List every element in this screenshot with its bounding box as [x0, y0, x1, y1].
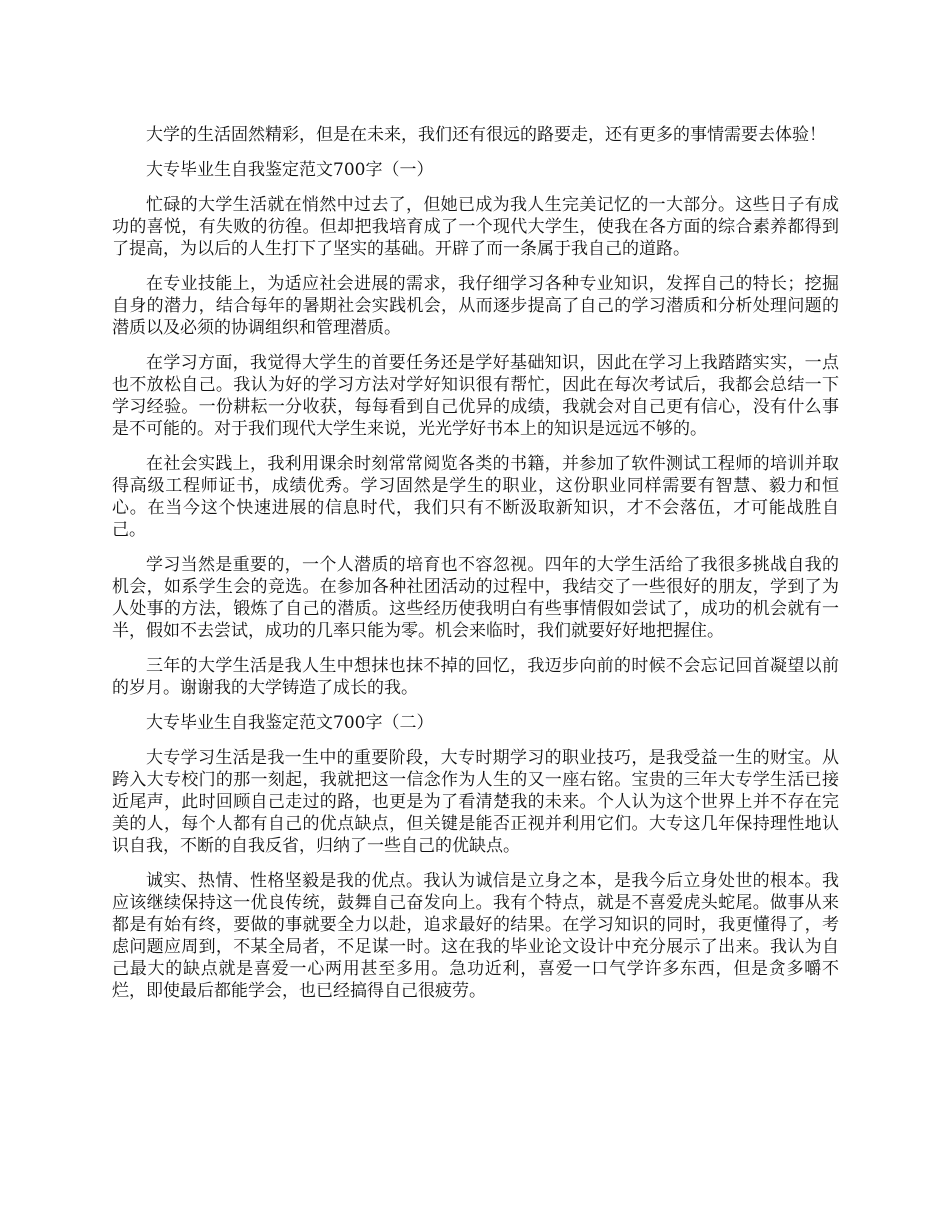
section-heading-two: 大专毕业生自我鉴定范文700字（二） — [146, 713, 434, 733]
paragraph: 大专学习生活是我一生中的重要阶段，大专时期学习的职业技巧，是我受益一生的财宝。从跨入大专校门的那一刻起，我就把这一信念作为人生的又一座右铭。宝贵的三年大专学生活已接近尾声，此时回顾自己走过的路，也更是为了看清楚我的未来。个人认为这个世界上并不存在完美的人，每个人都有自己的优点缺点，但关键是能否正视并利用它们。大专这几年保持理性地认识自我，不断的自我反省，归纳了一些自己的优缺点。 — [112, 748, 839, 856]
paragraph-intro: 大学的生活固然精彩，但是在未来，我们还有很远的路要走，还有更多的事情需要去体验！ — [146, 125, 826, 145]
paragraph: 在社会实践上，我利用课余时刻常常阅览各类的书籍，并参加了软件测试工程师的培训并取得高级工程师证书，成绩优秀。学习固然是学生的职业，这份职业同样需要有智慧、毅力和恒心。在当今这个快速进展的信息时代，我们只有不断汲取新知识，才不会落伍，才可能战胜自己。 — [112, 454, 839, 540]
paragraph: 在专业技能上，为适应社会进展的需求，我仔细学习各种专业知识，发挥自己的特长；挖掘自身的潜力，结合每年的暑期社会实践机会，从而逐步提高了自己的学习潜质和分析处理问题的潜质以及必须的协调组织和管理潜质。 — [112, 274, 839, 338]
paragraph: 忙碌的大学生活就在悄然中过去了，但她已成为我人生完美记忆的一大部分。这些日子有成功的喜悦，有失败的彷徨。但却把我培育成了一个现代大学生，使我在各方面的综合素养都得到了提高，为以后的人生打下了坚实的基础。开辟了而一条属于我自己的道路。 — [112, 195, 839, 259]
paragraph: 三年的大学生活是我人生中想抹也抹不掉的回忆，我迈步向前的时候不会忘记回首凝望以前的岁月。谢谢我的大学铸造了成长的我。 — [112, 656, 839, 698]
paragraph: 诚实、热情、性格坚毅是我的优点。我认为诚信是立身之本，是我今后立身处世的根本。我应该继续保持这一优良传统，鼓舞自己奋发向上。我有个特点，就是不喜爱虎头蛇尾。做事从来都是有始有终，要做的事就要全力以赴，追求最好的结果。在学习知识的同时，我更懂得了，考虑问题应周到，不某全局者，不足谋一时。这在我的毕业论文设计中充分展示了出来。我认为自己最大的缺点就是喜爱一心两用甚至多用。急功近利，喜爱一口气学许多东西，但是贪多嚼不烂，即使最后都能学会，也已经搞得自己很疲劳。 — [112, 871, 839, 1001]
paragraph: 学习当然是重要的，一个人潜质的培育也不容忽视。四年的大学生活给了我很多挑战自我的机会，如系学生会的竞选。在参加各种社团活动的过程中，我结交了一些很好的朋友，学到了为人处事的方法，锻炼了自己的潜质。这些经历使我明白有些事情假如尝试了，成功的机会就有一半，假如不去尝试，成功的几率只能为零。机会来临时，我们就要好好地把握住。 — [112, 555, 839, 641]
document-body — [112, 124, 839, 1015]
section-heading-one: 大专毕业生自我鉴定范文700字（一） — [146, 160, 434, 180]
paragraph: 在学习方面，我觉得大学生的首要任务还是学好基础知识，因此在学习上我踏踏实实，一点也不放松自己。我认为好的学习方法对学好知识很有帮忙，因此在每次考试后，我都会总结一下学习经验。一份耕耘一分收获，每每看到自己优异的成绩，我就会对自己更有信心，没有什么事是不可能的。对于我们现代大学生来说，光光学好书本上的知识是远远不够的。 — [112, 353, 839, 439]
